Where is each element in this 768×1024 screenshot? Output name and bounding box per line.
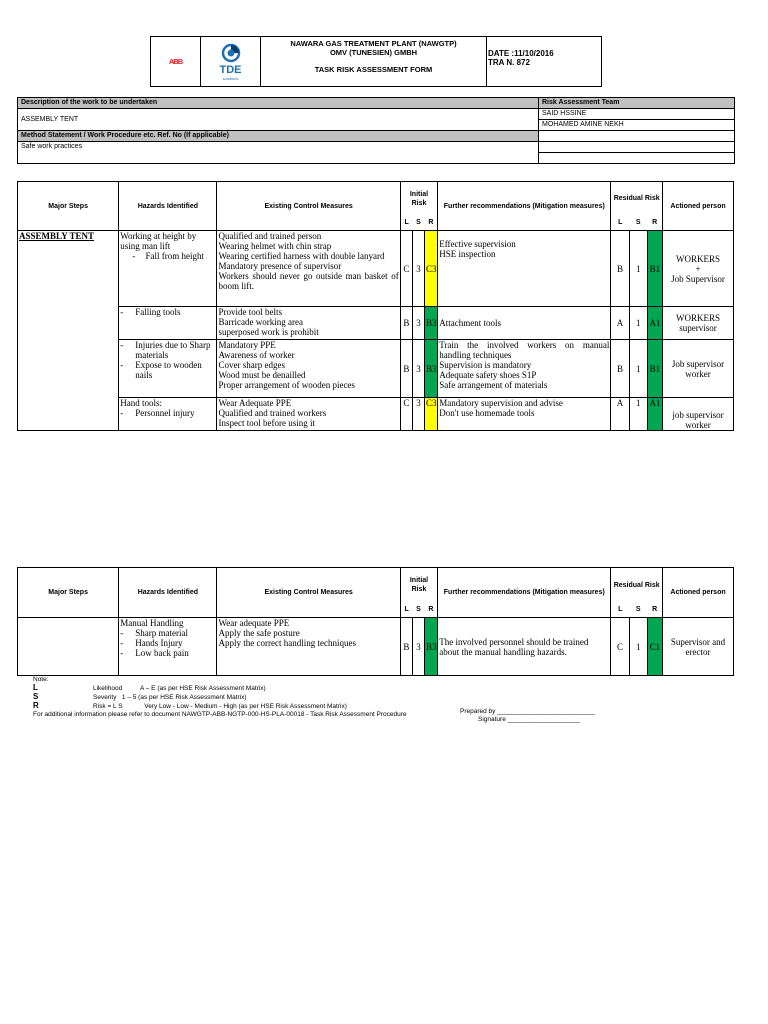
residual-l: B — [611, 340, 629, 398]
residual-s: 1 — [629, 231, 647, 307]
notes-additional: For additional information please refer to document NAWGTP-ABB-NGTP-000-HS-PLA-00018 - Task Risk Assessment Procedure — [33, 711, 407, 718]
control-item: Awareness of worker — [218, 350, 295, 360]
further-item: Train the involved workers on manual handling techniques — [439, 340, 610, 360]
col-hazards: Hazards Identified — [119, 182, 217, 231]
team-member-4 — [539, 142, 735, 153]
initial-r: B3 — [425, 618, 438, 676]
control-item: Mandatory presence of supervisor — [218, 261, 342, 271]
col-initial-risk: Initial Risk — [400, 568, 437, 603]
control-item: Provide tool belts — [218, 307, 282, 317]
residual-r: B1 — [647, 340, 662, 398]
tde-logo — [201, 37, 261, 87]
control-item: Apply the correct handling techniques — [218, 638, 356, 648]
control-item: superposed work is prohibit — [218, 327, 319, 337]
actioned-person: + — [695, 263, 701, 274]
tde-logo-text: TDE — [219, 63, 242, 76]
control-item: Cover sharp edges — [218, 360, 285, 370]
description-value: ASSEMBLY TENT — [18, 109, 539, 131]
col-initial-l: L — [400, 603, 412, 618]
hazard-text: Falling tools — [135, 307, 181, 317]
further-item: Mandatory supervision and advise — [439, 398, 563, 408]
residual-r: C1 — [647, 618, 662, 676]
initial-s: 3 — [412, 340, 424, 398]
tra-number: TRA N. 872 — [488, 58, 530, 67]
abb-logo-text: ABB — [168, 57, 183, 66]
initial-s: 3 — [412, 398, 424, 431]
residual-l: A — [611, 398, 629, 431]
hazard-text: Working at height by using man lift — [120, 231, 197, 251]
controls-cell-1 — [217, 231, 400, 307]
hazard-text: Sharp material — [135, 628, 188, 638]
actioned-person: WORKERS — [676, 313, 721, 323]
form-date: DATE :11/10/2016 — [488, 49, 554, 58]
note-key: R — [33, 701, 39, 710]
col-residual-s: S — [635, 219, 641, 226]
hazard-text: Expose to wooden nails — [135, 360, 202, 380]
hazard-text: Low back pain — [135, 648, 189, 658]
further-cell-4 — [438, 398, 611, 431]
further-item: HSE inspection — [439, 249, 496, 259]
hazard-text: Hand tools: — [120, 398, 163, 408]
team-member-3 — [539, 131, 735, 142]
col-hazards: Hazards Identified — [119, 568, 217, 618]
col-controls: Existing Control Measures — [217, 568, 400, 618]
initial-l: B — [400, 618, 412, 676]
col-residual-risk: Residual Risk — [611, 568, 663, 603]
major-step-assembly-tent: ASSEMBLY TENT — [18, 231, 119, 431]
col-residual-l: L — [611, 603, 629, 618]
control-item: Inspect tool before using it — [218, 418, 315, 428]
method-label: Method Statement / Work Procedure etc. Ref. No (If applicable) — [18, 131, 539, 142]
further-cell-3 — [438, 340, 611, 398]
col-residual-s: S — [635, 606, 641, 613]
actioned-cell-4 — [663, 398, 734, 431]
header-title-cell — [261, 37, 487, 87]
col-initial-s: S — [416, 606, 421, 613]
initial-s: 3 — [412, 618, 424, 676]
control-item: Workers should never go outside man basket of boom lift. — [218, 271, 399, 291]
residual-r: A1 — [647, 307, 662, 340]
col-further: Further recommendations (Mitigation measures) — [438, 182, 611, 231]
abb-logo — [151, 37, 201, 87]
info-table — [17, 97, 735, 164]
note-r — [33, 702, 733, 711]
initial-l: B — [400, 307, 412, 340]
initial-s: 3 — [412, 307, 424, 340]
note-l — [33, 684, 733, 693]
hazard-cell-3: - Injuries due to Sharp materials - Expose to wooden nails — [119, 340, 217, 398]
further-item: The involved personnel should be trained about the manual handling hazards. — [438, 618, 611, 676]
notes-title: Note: — [33, 676, 49, 683]
initial-r: C3 — [425, 231, 438, 307]
col-initial-r: R — [425, 603, 438, 618]
plant-name: NAWARA GAS TREATMENT PLANT (NAWGTP) — [290, 39, 457, 48]
actioned-cell-3 — [663, 340, 734, 398]
hazard-text: Personnel injury — [135, 408, 195, 418]
col-major-steps: Major Steps — [18, 182, 119, 231]
hazard-text: Hands Injury — [135, 638, 183, 648]
company-name: OMV (TUNESIEN) GMBH — [329, 48, 418, 57]
control-item: Qualified and trained person — [218, 231, 322, 241]
residual-l: A — [611, 307, 629, 340]
control-item: Wood must be denailled — [218, 370, 306, 380]
actioned-person: Job supervisor — [671, 358, 725, 369]
col-initial-r: R — [425, 216, 438, 231]
note-s — [33, 693, 733, 702]
hazard-cell-2: - Falling tools — [119, 307, 217, 340]
team-member-2: MOHAMED AMINE NEKH — [539, 120, 735, 131]
hazard-bullet: - — [132, 251, 136, 261]
hazard-cell-1 — [119, 231, 217, 307]
note-value: Risk = L S Very Low - Low - Medium - High (as per HSE Risk Assessment Matrix) — [93, 703, 347, 710]
residual-s: 1 — [629, 340, 647, 398]
team-member-1: SAID HSSINE — [539, 109, 735, 120]
control-item: Barricade working area — [218, 317, 303, 327]
further-cell-1 — [438, 231, 611, 307]
note-key: S — [33, 692, 39, 701]
initial-l: C — [400, 231, 412, 307]
further-item: Supervision is mandatory — [439, 360, 532, 370]
further-item: Adequate safety shoes S1P — [439, 370, 537, 380]
residual-r: B1 — [647, 231, 662, 307]
further-item: Safe arrangement of materials — [439, 380, 548, 390]
actioned-person: worker — [685, 368, 711, 379]
tde-logo-icon — [221, 43, 241, 63]
control-item: Apply the safe posture — [218, 628, 300, 638]
actioned-person: Job Supervisor — [671, 273, 725, 284]
controls-cell-manual — [217, 618, 400, 676]
controls-cell-3 — [217, 340, 400, 398]
initial-s: 3 — [412, 231, 424, 307]
col-residual-risk: Residual Risk — [611, 182, 663, 216]
col-initial-risk: Initial Risk — [400, 182, 437, 216]
method-value: Safe work practices — [18, 142, 539, 164]
risk-table-1 — [17, 181, 734, 431]
control-item: Qualified and trained workers — [218, 408, 327, 418]
signature: Signature ____________________ — [478, 716, 580, 723]
control-item: Wearing helmet with chin strap — [218, 241, 332, 251]
col-further: Further recommendations (Mitigation measures) — [438, 568, 611, 618]
residual-l: C — [611, 618, 629, 676]
hazard-text: Injuries due to Sharp materials — [135, 340, 211, 360]
notes-section — [33, 676, 733, 719]
col-actioned: Actioned person — [663, 182, 734, 231]
control-item: Wear adequate PPE — [218, 618, 290, 628]
residual-l: B — [611, 231, 629, 307]
hazard-text: Manual Handling — [120, 618, 184, 628]
description-label: Description of the work to be undertaken — [18, 98, 539, 109]
actioned-person: Supervisor and erector — [663, 618, 734, 676]
further-item: Don't use homemade tools — [439, 408, 535, 418]
further-item: Attachment tools — [438, 307, 611, 340]
col-actioned: Actioned person — [663, 568, 734, 618]
note-value: Likelihood A – E (as per HSE Risk Assessment Matrix) — [93, 685, 266, 692]
initial-r: C3 — [425, 398, 438, 431]
initial-l: C — [400, 398, 412, 431]
form-title: TASK RISK ASSESSMENT FORM — [314, 65, 433, 74]
team-label: Risk Assessment Team — [539, 98, 735, 109]
actioned-cell-2 — [663, 307, 734, 340]
col-residual-r: R — [647, 603, 662, 618]
col-residual-l: L — [611, 216, 629, 231]
col-initial-s: S — [416, 219, 421, 226]
initial-r: B3 — [425, 340, 438, 398]
control-item: Wearing certified harness with double lanyard — [218, 251, 385, 261]
form-header — [150, 36, 602, 87]
note-key: L — [33, 683, 38, 692]
col-major-steps: Major Steps — [18, 568, 119, 618]
controls-cell-4 — [217, 398, 400, 431]
initial-l: B — [400, 340, 412, 398]
team-member-5 — [539, 153, 735, 164]
note-value: Severity 1 – 5 (as per HSE Risk Assessment Matrix) — [93, 694, 247, 701]
control-item: Wear Adequate PPE — [218, 398, 292, 408]
control-item: Mandatory PPE — [218, 340, 276, 350]
residual-s: 1 — [629, 398, 647, 431]
col-residual-r: R — [647, 216, 662, 231]
residual-s: 1 — [629, 307, 647, 340]
major-step-empty — [18, 618, 119, 676]
col-initial-l: L — [400, 216, 412, 231]
actioned-cell-1 — [663, 231, 734, 307]
prepared-by: Prepared by ___________________________ — [460, 708, 595, 715]
residual-r: A1 — [647, 398, 662, 431]
col-controls: Existing Control Measures — [217, 182, 400, 231]
initial-r: B3 — [425, 307, 438, 340]
residual-s: 1 — [629, 618, 647, 676]
actioned-person: worker — [685, 420, 711, 430]
hazard-cell-4: Hand tools: - Personnel injury — [119, 398, 217, 431]
tde-logo-subtext: solutions — [222, 75, 239, 81]
hazard-cell-manual: Manual Handling - Sharp material - Hands Injury - Low back pain — [119, 618, 217, 676]
actioned-person: WORKERS — [676, 253, 721, 264]
hazard-subitem: Fall from height — [145, 251, 205, 261]
actioned-person: job supervisor — [672, 410, 724, 420]
further-item: Effective supervision — [439, 239, 516, 249]
control-item: Proper arrangement of wooden pieces — [218, 380, 355, 390]
risk-table-2 — [17, 567, 734, 676]
header-ref-cell — [487, 37, 602, 87]
controls-cell-2 — [217, 307, 400, 340]
actioned-person: supervisor — [679, 323, 717, 333]
